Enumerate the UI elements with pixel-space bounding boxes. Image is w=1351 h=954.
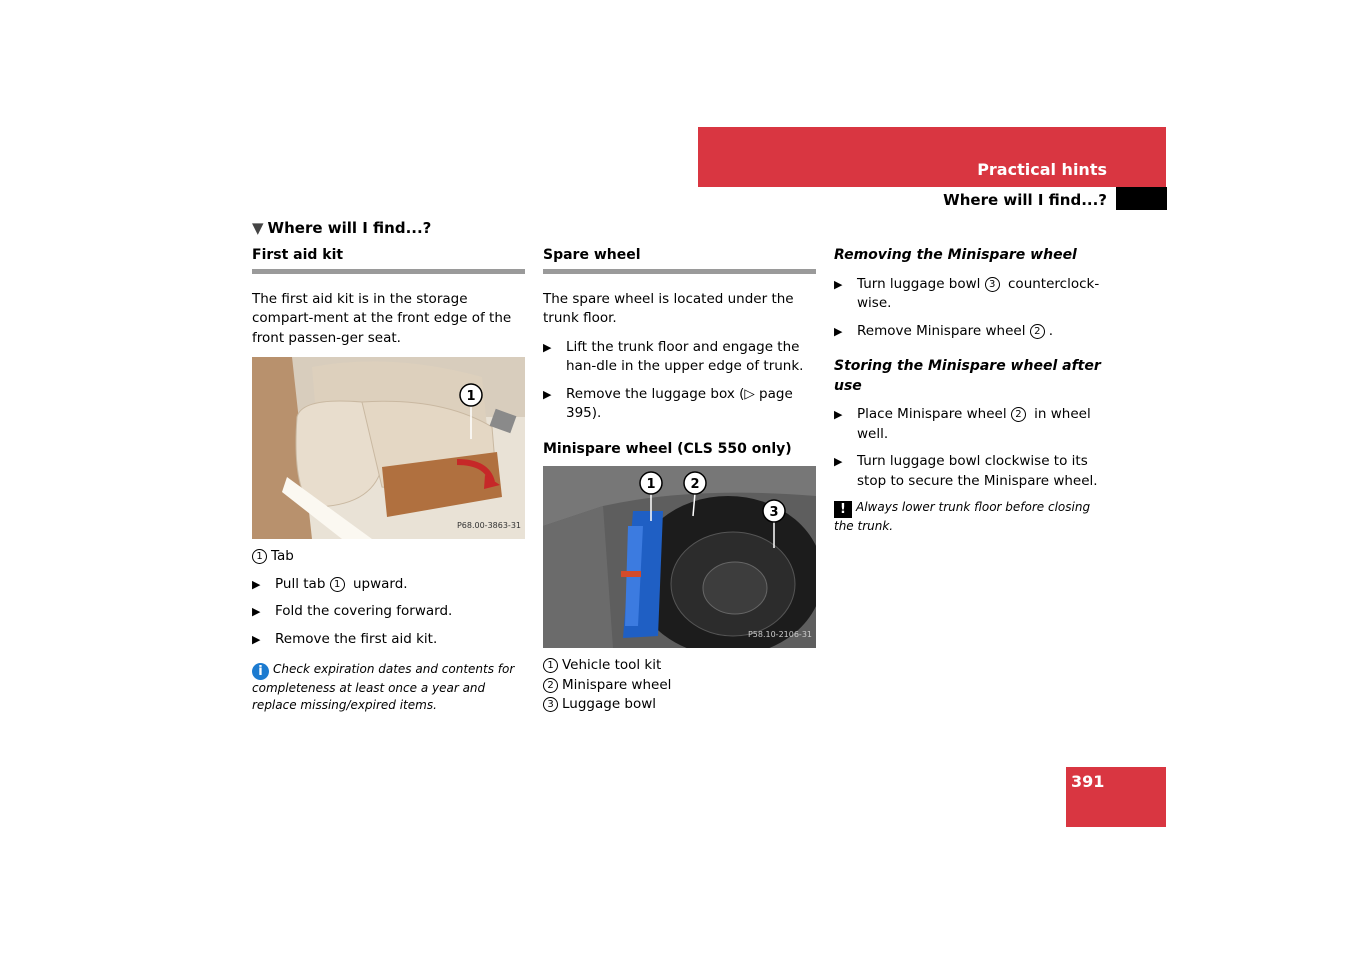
warning-icon: ! xyxy=(834,501,852,518)
callout-number: 3 xyxy=(543,697,558,712)
heading-rule xyxy=(252,269,525,274)
step-text: counterclock-wise. xyxy=(857,275,1100,311)
triangle-right-icon: ▶ xyxy=(252,577,261,591)
triangle-right-icon: ▶ xyxy=(543,387,552,401)
step-text: Turn luggage bowl xyxy=(857,275,985,292)
step-item xyxy=(834,275,1109,314)
step-item xyxy=(543,385,816,424)
minispare-callout-1: 1 xyxy=(646,477,656,492)
section-title: Practical hints xyxy=(977,160,1107,179)
step-item xyxy=(252,575,525,595)
callout-number: 2 xyxy=(543,678,558,693)
step-text: upward. xyxy=(348,575,408,592)
warning-note xyxy=(834,499,1109,535)
info-note xyxy=(252,661,525,714)
callout-number: 2 xyxy=(1011,407,1026,422)
store-heading: Storing the Minispare wheel after use xyxy=(834,358,1101,394)
step-text: Remove the first aid kit. xyxy=(275,630,438,647)
legend-item xyxy=(543,656,816,676)
seat-figure xyxy=(252,357,525,539)
callout-number: 1 xyxy=(543,658,558,673)
legend-text: Minispare wheel xyxy=(562,676,672,693)
step-text: Remove Minispare wheel xyxy=(857,322,1030,339)
step-text: Lift the trunk floor and engage the han-dle in the upper edge of trunk. xyxy=(566,338,804,374)
column-removal xyxy=(834,246,1109,535)
step-item xyxy=(834,452,1109,491)
triangle-right-icon: ▶ xyxy=(543,340,552,354)
triangle-right-icon: ▶ xyxy=(252,605,261,618)
info-note-text: Check expiration dates and contents for completeness at least once a year and replace missing/expired items. xyxy=(252,662,515,712)
legend-text: Tab xyxy=(271,548,294,564)
triangle-right-icon: ▶ xyxy=(834,408,843,421)
main-heading xyxy=(252,219,431,237)
seat-callout-label: 1 xyxy=(466,389,476,404)
step-item xyxy=(543,338,816,377)
step-item xyxy=(252,630,525,650)
step-text: Remove the luggage box (▷ page 395). xyxy=(566,385,793,421)
warning-note-text: Always lower trunk floor before closing the trunk. xyxy=(834,500,1091,533)
callout-number: 1 xyxy=(330,577,345,592)
first-aid-heading: First aid kit xyxy=(252,247,344,263)
first-aid-intro: The first aid kit is in the storage compart-ment at the front edge of the front passen-ger seat. xyxy=(252,290,512,346)
triangle-right-icon: ▶ xyxy=(834,455,843,468)
heading-rule xyxy=(543,269,816,274)
page-number: 391 xyxy=(1071,772,1105,791)
minispare-callout-3: 3 xyxy=(769,505,779,520)
thumb-tab xyxy=(1116,187,1167,210)
step-item xyxy=(252,602,525,622)
spare-wheel-intro: The spare wheel is located under the trunk floor. xyxy=(543,290,794,326)
column-first-aid xyxy=(252,246,525,714)
minispare-heading: Minispare wheel (CLS 550 only) xyxy=(543,440,792,457)
spare-wheel-heading: Spare wheel xyxy=(543,247,641,263)
info-icon: i xyxy=(252,663,269,680)
step-text: Turn luggage bowl clockwise to its stop to secure the Minispare wheel. xyxy=(857,453,1098,489)
main-heading-text: Where will I find...? xyxy=(267,219,432,237)
minispare-illustration xyxy=(543,466,816,648)
step-text: in wheel well. xyxy=(857,406,1091,442)
step-item xyxy=(834,322,1109,342)
triangle-right-icon: ▶ xyxy=(834,277,843,291)
step-text: . xyxy=(1048,322,1054,339)
minispare-callout-2: 2 xyxy=(690,477,700,492)
callout-number: 3 xyxy=(985,277,1000,292)
legend-item xyxy=(252,547,525,567)
remove-heading: Removing the Minispare wheel xyxy=(834,247,1077,263)
figure-code: P68.00-3863-31 xyxy=(456,520,521,530)
legend-item xyxy=(543,695,816,715)
seat-illustration xyxy=(252,357,525,539)
step-text: Fold the covering forward. xyxy=(275,603,453,619)
step-text: Pull tab xyxy=(275,575,330,592)
column-spare-wheel xyxy=(543,246,816,715)
minispare-figure xyxy=(543,466,816,648)
step-text: Place Minispare wheel xyxy=(857,406,1011,422)
subsection-title: Where will I find...? xyxy=(943,191,1107,209)
legend-text: Luggage bowl xyxy=(562,696,657,712)
callout-number: 2 xyxy=(1030,324,1045,339)
step-item xyxy=(834,405,1109,444)
legend-item xyxy=(543,676,816,696)
legend-text: Vehicle tool kit xyxy=(562,657,662,673)
figure-code: P58.10-2106-31 xyxy=(747,629,812,639)
triangle-right-icon: ▶ xyxy=(834,324,843,338)
triangle-right-icon: ▶ xyxy=(252,632,261,646)
callout-number: 1 xyxy=(252,549,267,564)
triangle-down-icon: ▼ xyxy=(252,219,264,237)
